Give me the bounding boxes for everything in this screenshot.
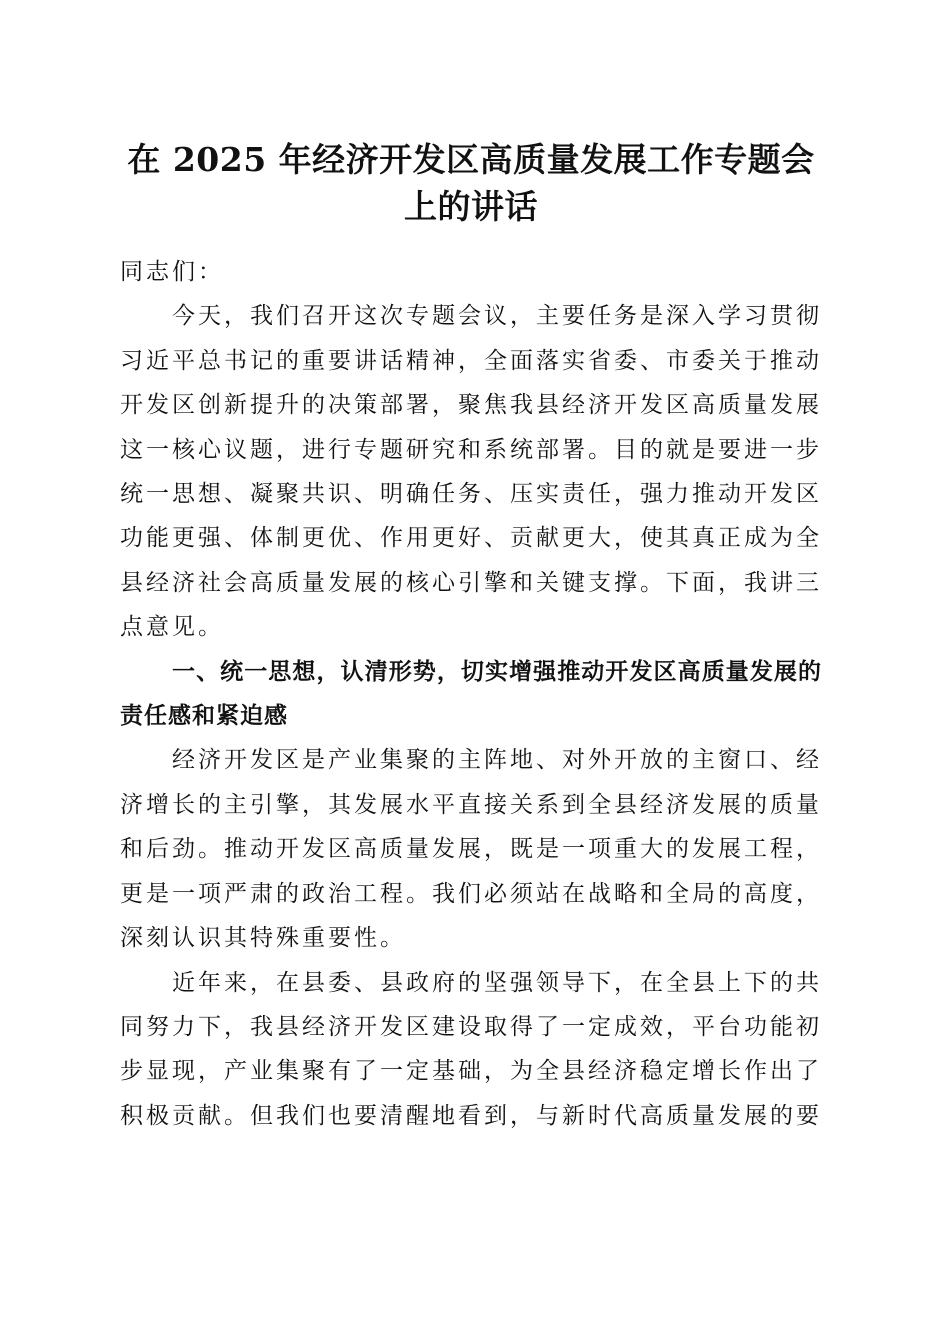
paragraph-section-1-a: 经济开发区是产业集聚的主阵地、对外开放的主窗口、经济增长的主引擎，其发展水平直接关系到全县经济发展的质量和后劲。推动开发区高质量发展，既是一项重大的发展工程，更是一项严肃的政治工程。我们必须站在战略和全局的高度，深刻认识其特殊重要性。	[120, 747, 822, 952]
title-line-1: 在 2025 年经济开发区高质量发展工作专题会	[127, 140, 815, 179]
document-body	[120, 250, 822, 1138]
title-line-2: 上的讲话	[404, 187, 538, 226]
document-page	[120, 0, 822, 1344]
document-title	[110, 136, 832, 230]
salutation: 同志们：	[120, 259, 224, 285]
paragraph-intro: 今天，我们召开这次专题会议，主要任务是深入学习贯彻习近平总书记的重要讲话精神，全面落实省委、市委关于推动开发区创新提升的决策部署，聚焦我县经济开发区高质量发展这一核心议题，进行专题研究和系统部署。目的就是要进一步统一思想、凝聚共识、明确任务、压实责任，强力推动开发区功能更强、体制更优、作用更好、贡献更大，使其真正成为全县经济社会高质量发展的核心引擎和关键支撑。下面，我讲三点意见。	[120, 303, 822, 641]
section-heading-1: 一、统一思想，认清形势，切实增强推动开发区高质量发展的责任感和紧迫感	[120, 658, 822, 730]
paragraph-section-1-b: 近年来，在县委、县政府的坚强领导下，在全县上下的共同努力下，我县经济开发区建设取得了一定成效，平台功能初步显现，产业集聚有了一定基础，为全县经济稳定增长作出了积极贡献。但我们也要清醒地看到，与新时代高质量发展的要	[120, 969, 822, 1129]
